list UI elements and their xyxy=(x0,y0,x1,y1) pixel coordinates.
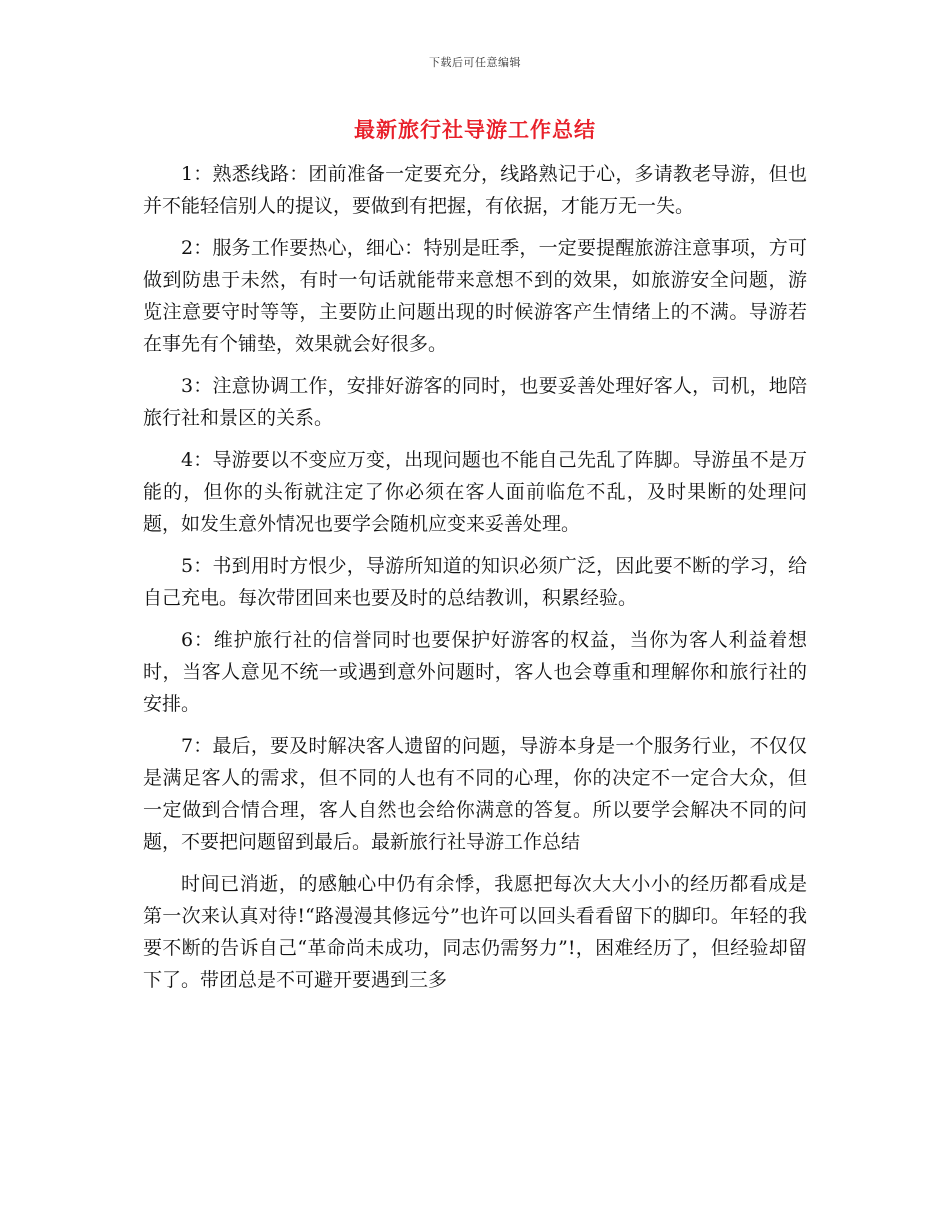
paragraph-4: 4：导游要以不变应万变，出现问题也不能自己先乱了阵脚。导游虽不是万能的，但你的头衔就注定了你必须在客人面前临危不乱，及时果断的处理问题，如发生意外情况也要学会随机应变来妥善处理。 xyxy=(143,449,807,535)
paragraph-1: 1：熟悉线路：团前准备一定要充分，线路熟记于心，多请教老导游，但也并不能轻信别人的提议，要做到有把握，有依据，才能万无一失。 xyxy=(143,163,807,217)
paragraph-3: 3：注意协调工作，安排好游客的同时，也要妥善处理好客人，司机，地陪旅行社和景区的关系。 xyxy=(143,375,807,429)
paragraph-8: 时间已消逝，的感触心中仍有余悸，我愿把每次大大小小的经历都看成是第一次来认真对待!“路漫漫其修远兮”也许可以回头看看留下的脚印。年轻的我要不断的告诉自己“革命尚未成功，同志仍需努力”!，困难经历了，但经验却留下了。带团总是不可避开要遇到三多 xyxy=(143,873,807,991)
paragraph-7: 7：最后，要及时解决客人遗留的问题，导游本身是一个服务行业，不仅仅是满足客人的需求，但不同的人也有不同的心理，你的决定不一定合大众，但一定做到合情合理，客人自然也会给你满意的答复。所以要学会解决不同的问题，不要把问题留到最后。最新旅行社导游工作总结 xyxy=(143,735,807,853)
header-note: 下载后可任意编辑 xyxy=(429,56,521,69)
document-body xyxy=(143,158,807,1006)
paragraph-2: 2：服务工作要热心，细心：特别是旺季，一定要提醒旅游注意事项，方可做到防患于未然，有时一句话就能带来意想不到的效果，如旅游安全问题，游览注意要守时等等，主要防止问题出现的时候游客产生情绪上的不满。导游若在事先有个铺垫，效果就会好很多。 xyxy=(143,237,807,355)
paragraph-6: 6：维护旅行社的信誉同时也要保护好游客的权益，当你为客人利益着想时，当客人意见不统一或遇到意外问题时，客人也会尊重和理解你和旅行社的安排。 xyxy=(143,629,807,715)
paragraph-5: 5：书到用时方恨少，导游所知道的知识必须广泛，因此要不断的学习，给自己充电。每次带团回来也要及时的总结教训，积累经验。 xyxy=(143,555,807,609)
document-title: 最新旅行社导游工作总结 xyxy=(354,118,596,142)
